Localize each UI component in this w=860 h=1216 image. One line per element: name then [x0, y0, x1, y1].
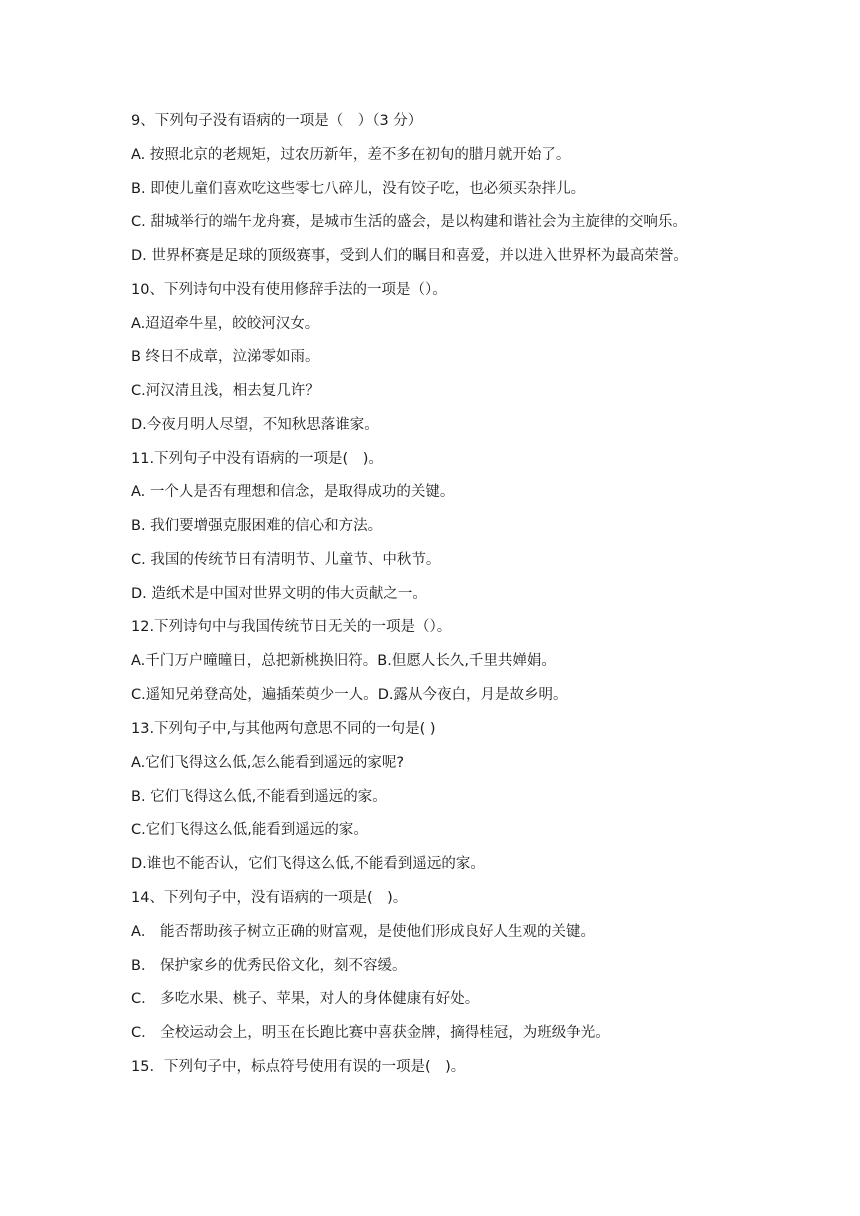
question-14-option-b: B． 保护家乡的优秀民俗文化，刻不容缓。	[131, 958, 407, 974]
question-13-option-a: A.它们飞得这么低,怎么能看到遥远的家呢?	[131, 755, 405, 771]
question-9-option-a: A. 按照北京的老规矩，过农历新年，差不多在初旬的腊月就开始了。	[131, 147, 571, 163]
question-9-option-c: C. 甜城举行的端午龙舟赛，是城市生活的盛会，是以构建和谐社会为主旋律的交响乐。	[131, 214, 687, 230]
question-14-option-c: C． 多吃水果、桃子、苹果，对人的身体健康有好处。	[131, 991, 480, 1007]
question-15-stem: 15．下列句子中，标点符号使用有误的一项是( )。	[131, 1059, 466, 1075]
question-10-option-d: D.今夜月明人尽望，不知秋思落谁家。	[131, 417, 379, 433]
question-9-stem: 9、下列句子没有语病的一项是（ ）（3 分）	[131, 113, 423, 129]
question-11-option-b: B. 我们要增强克服困难的信心和方法。	[131, 518, 383, 534]
question-11-option-d: D. 造纸术是中国对世界文明的伟大贡献之一。	[131, 586, 427, 602]
question-13-option-c: C.它们飞得这么低,能看到遥远的家。	[131, 822, 368, 838]
question-14-option-c-second: C． 全校运动会上，明玉在长跑比赛中喜获金牌，摘得桂冠，为班级争光。	[131, 1025, 610, 1041]
question-10-option-a: A.迢迢牵牛星，皎皎河汉女。	[131, 316, 320, 332]
question-11-stem: 11.下列句子中没有语病的一项是( )。	[131, 451, 383, 467]
question-12-options-cd: C.遥知兄弟登高处，遍插茱萸少一人。D.露从今夜白，月是故乡明。	[131, 687, 568, 703]
question-10-stem: 10、下列诗句中没有使用修辞手法的一项是（）。	[131, 282, 447, 298]
question-9-option-d: D. 世界杯赛是足球的顶级赛事，受到人们的瞩目和喜爱，并以进入世界杯为最高荣誉。	[131, 248, 688, 264]
question-9-option-b: B. 即使儿童们喜欢吃这些零七八碎儿，没有饺子吃，也必须买杂拌儿。	[131, 181, 586, 197]
question-13-option-b: B. 它们飞得这么低,不能看到遥远的家。	[131, 789, 387, 805]
question-13-option-d: D.谁也不能否认，它们飞得这么低,不能看到遥远的家。	[131, 856, 485, 872]
question-12-stem: 12.下列诗句中与我国传统节日无关的一项是（）。	[131, 619, 452, 635]
question-11-option-a: A. 一个人是否有理想和信念，是取得成功的关键。	[131, 484, 455, 500]
question-12-options-ab: A.千门万户曈曈日，总把新桃换旧符。B.但愿人长久,千里共婵娟。	[131, 653, 556, 669]
question-10-option-b: B 终日不成章，泣涕零如雨。	[131, 349, 320, 365]
question-10-option-c: C.河汉清且浅，相去复几许？	[131, 383, 320, 399]
question-14-stem: 14、下列句子中，没有语病的一项是( )。	[131, 890, 408, 906]
question-13-stem: 13.下列句子中,与其他两句意思不同的一句是( )	[131, 721, 436, 737]
question-11-option-c: C. 我国的传统节日有清明节、儿童节、中秋节。	[131, 552, 441, 568]
question-14-option-a: A． 能否帮助孩子树立正确的财富观，是使他们形成良好人生观的关键。	[131, 924, 596, 940]
